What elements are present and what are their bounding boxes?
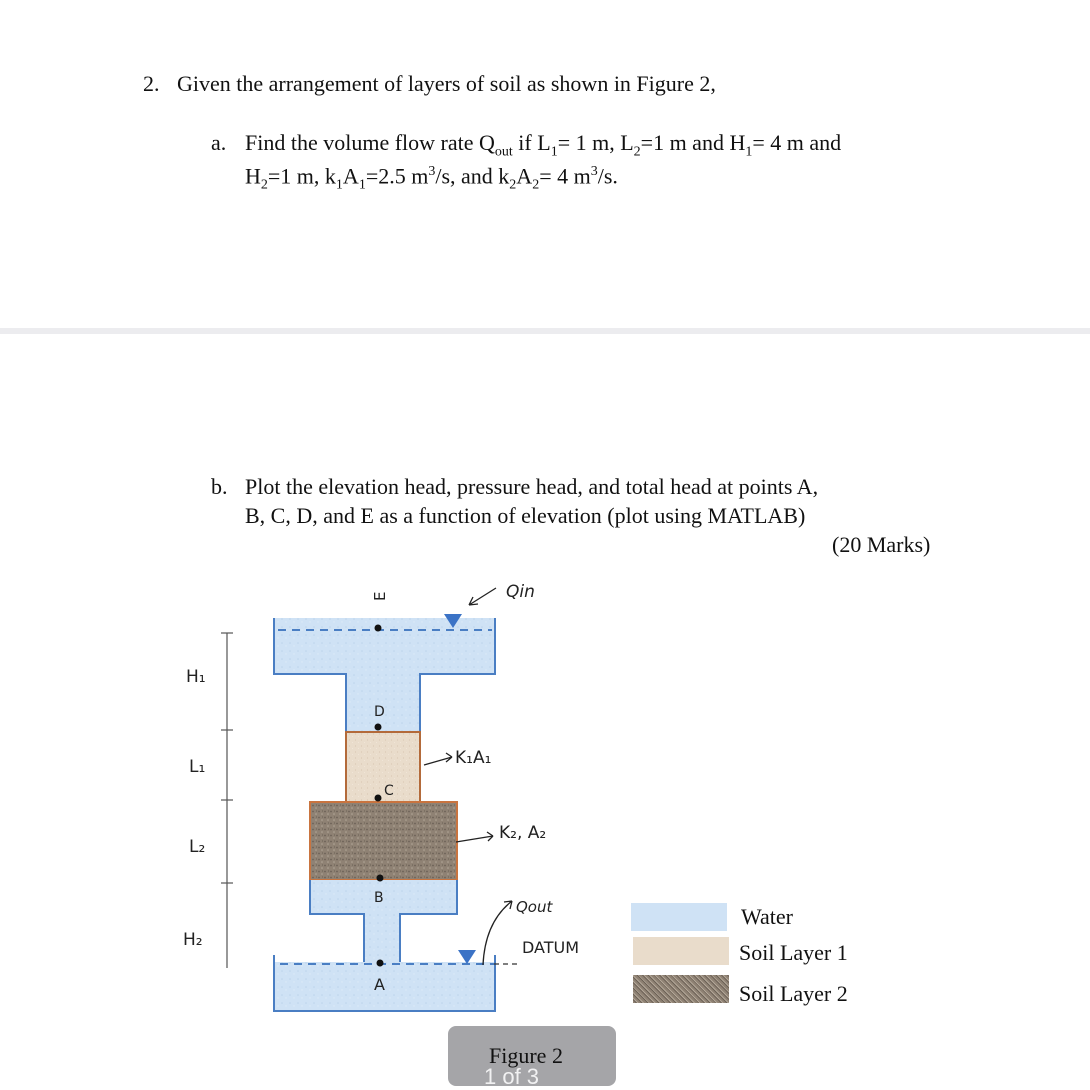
dim-label-h1: H₁ (186, 667, 206, 687)
soil-layer-2 (310, 802, 457, 880)
q-in-arrow (469, 588, 496, 605)
point-b-label: B (374, 890, 384, 906)
bottom-water-triangle (458, 950, 476, 964)
legend-swatch-water (631, 903, 727, 931)
point-d-dot (375, 724, 382, 731)
soil-layer-1 (346, 732, 420, 802)
figure-caption: Figure 2 (489, 1043, 563, 1068)
question-intro: Given the arrangement of layers of soil as shown in Figure 2, (177, 71, 716, 96)
part-a-line-2: $H_2=1$ m, $k_1A_1=2.5$ $m^3/s$, and $k_2A_2= 4$ $m^3/s$. (245, 163, 618, 193)
part-a-label: a. (211, 130, 227, 155)
page-indicator: 1 of 3 (484, 1064, 540, 1089)
point-d-label: D (374, 704, 385, 720)
point-c-dot (375, 795, 382, 802)
part-b-label: b. (211, 474, 228, 499)
point-e-label: E (371, 591, 389, 601)
k2a2-arrow (456, 832, 493, 842)
q-out-arrow (483, 901, 512, 965)
point-a-dot (377, 960, 384, 967)
k1a1-arrow (424, 753, 452, 765)
k2a2-label: K₂, A₂ (499, 823, 547, 843)
dimension-line (221, 633, 233, 968)
part-b-line-2: B, C, D, and E as a function of elevation (plot using MATLAB) (245, 503, 806, 528)
q-out-label: Qout (516, 898, 553, 916)
legend-label-soil-1: Soil Layer 1 (739, 940, 848, 965)
k1a1-label: K₁A₁ (455, 748, 492, 768)
dim-label-l1: L₁ (189, 757, 206, 777)
part-b-line-1: Plot the elevation head, pressure head, and total head at points A, (245, 474, 819, 499)
dim-label-l2: L₂ (189, 837, 206, 857)
legend-label-soil-2: Soil Layer 2 (739, 981, 848, 1006)
part-a-line-1: Find the volume flow rate $Q_{out}$ if $L_1= 1$ m, $L_2=1$ m and $H_1= 4$ m and (245, 130, 842, 160)
datum-label: DATUM (522, 938, 580, 957)
legend-label-water: Water (741, 904, 793, 929)
point-b-dot (377, 875, 384, 882)
question-number: 2. (143, 71, 160, 96)
q-in-label: Qin (506, 582, 535, 602)
legend-swatch-soil-2 (633, 975, 729, 1003)
point-a-label: A (374, 975, 385, 994)
dim-label-h2: H₂ (183, 930, 203, 950)
legend-swatch-soil-1 (633, 937, 729, 965)
point-c-label: C (384, 783, 394, 799)
part-b-marks: (20 Marks) (832, 532, 931, 557)
point-e-dot (375, 625, 382, 632)
